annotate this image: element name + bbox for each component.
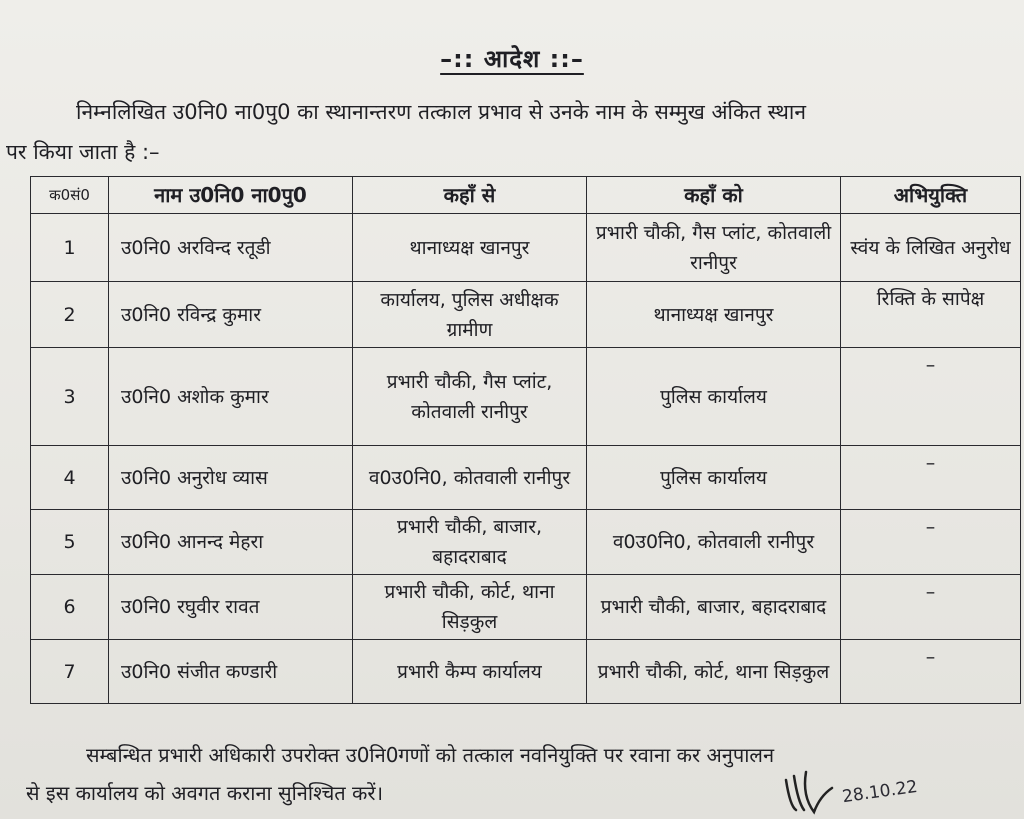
table-row: [31, 214, 1021, 282]
header-to: कहाँ को: [587, 177, 841, 214]
row-to: व0उ0नि0, कोतवाली रानीपुर: [587, 510, 841, 575]
header-remark: अभियुक्ति: [841, 177, 1021, 214]
row-to: प्रभारी चौकी, गैस प्लांट, कोतवाली रानीपुर: [587, 214, 841, 282]
intro-paragraph: [6, 92, 1018, 172]
row-serial: 3: [31, 348, 109, 446]
header-from: कहाँ से: [353, 177, 587, 214]
row-from: प्रभारी चौकी, कोर्ट, थाना सिड़कुल: [353, 575, 587, 640]
row-from: प्रभारी चौकी, बाजार, बहादराबाद: [353, 510, 587, 575]
row-name: उ0नि0 अरविन्द रतूडी: [109, 214, 353, 282]
table-row: [31, 640, 1021, 704]
row-to: थानाध्यक्ष खानपुर: [587, 282, 841, 348]
row-serial: 2: [31, 282, 109, 348]
row-serial: 7: [31, 640, 109, 704]
row-remark: –: [841, 348, 1021, 446]
row-serial: 4: [31, 446, 109, 510]
signature-mark: [780, 766, 840, 816]
row-serial: 6: [31, 575, 109, 640]
row-from: कार्यालय, पुलिस अधीक्षक ग्रामीण: [353, 282, 587, 348]
signature-date: 28.10.22: [840, 776, 919, 808]
row-name: उ0नि0 आनन्द मेहरा: [109, 510, 353, 575]
row-to: पुलिस कार्यालय: [587, 348, 841, 446]
header-serial: क0सं0: [31, 177, 109, 214]
row-remark: स्वंय के लिखित अनुरोध: [841, 214, 1021, 282]
row-to: प्रभारी चौकी, बाजार, बहादराबाद: [587, 575, 841, 640]
row-from: थानाध्यक्ष खानपुर: [353, 214, 587, 282]
closing-line-1: सम्बन्धित प्रभारी अधिकारी उपरोक्त उ0नि0गणों को तत्काल नवनियुक्ति पर रवाना कर अनुपालन: [86, 743, 775, 767]
table-row: [31, 446, 1021, 510]
table-row: [31, 282, 1021, 348]
row-to: प्रभारी चौकी, कोर्ट, थाना सिड़कुल: [587, 640, 841, 704]
table-row: [31, 510, 1021, 575]
table-row: [31, 575, 1021, 640]
order-heading: [0, 42, 1024, 75]
table-header-row: [31, 177, 1021, 214]
row-name: उ0नि0 रघुवीर रावत: [109, 575, 353, 640]
row-remark: –: [841, 510, 1021, 575]
row-remark: –: [841, 640, 1021, 704]
row-name: उ0नि0 रविन्द्र कुमार: [109, 282, 353, 348]
row-name: उ0नि0 संजीत कण्डारी: [109, 640, 353, 704]
table-row: [31, 348, 1021, 446]
row-from: प्रभारी चौकी, गैस प्लांट, कोतवाली रानीपुर: [353, 348, 587, 446]
row-remark: –: [841, 446, 1021, 510]
header-name: नाम उ0नि0 ना0पु0: [109, 177, 353, 214]
closing-line-2: से इस कार्यालय को अवगत कराना सुनिश्चित करें।: [26, 781, 384, 805]
row-serial: 1: [31, 214, 109, 282]
intro-line-1: निम्नलिखित उ0नि0 ना0पु0 का स्थानान्तरण तत्काल प्रभाव से उनके नाम के सम्मुख अंकित स्थान: [76, 100, 807, 124]
order-heading-text: –:: आदेश ::–: [440, 45, 584, 73]
row-name: उ0नि0 अनुरोध व्यास: [109, 446, 353, 510]
transfer-table: [30, 176, 1021, 704]
row-name: उ0नि0 अशोक कुमार: [109, 348, 353, 446]
row-to: पुलिस कार्यालय: [587, 446, 841, 510]
row-remark: रिक्ति के सापेक्ष: [841, 282, 1021, 348]
row-from: प्रभारी कैम्प कार्यालय: [353, 640, 587, 704]
row-remark: –: [841, 575, 1021, 640]
row-serial: 5: [31, 510, 109, 575]
intro-line-2: पर किया जाता है :–: [6, 140, 160, 164]
row-from: व0उ0नि0, कोतवाली रानीपुर: [353, 446, 587, 510]
